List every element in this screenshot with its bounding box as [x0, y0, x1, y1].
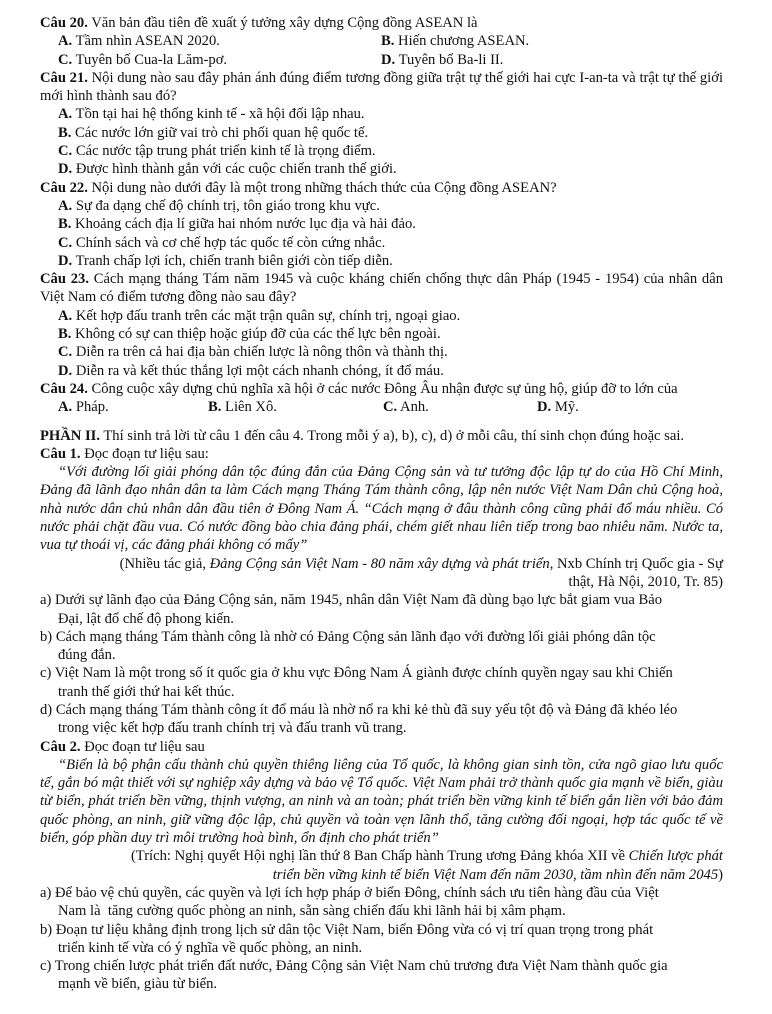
statement-c: c) Trong chiến lược phát triển đất nước, Đảng Cộng sản Việt Nam chủ trương đưa Việt Nam thành quốc gia mạnh về biển, giàu từ biển. — [40, 958, 668, 993]
question-text: Đọc đoạn tư liệu sau: — [80, 445, 209, 462]
statement-a: a) Dưới sự lãnh đạo của Đảng Cộng sản, năm 1945, nhân dân Việt Nam đã dùng bạo lực bắt giam vua Bảo Đại, lật đổ chế độ phong kiến. — [40, 592, 663, 627]
option-b: B. Liên Xô. — [208, 399, 277, 416]
question-23 — [40, 270, 723, 380]
option-c: C. Diễn ra trên cả hai địa bàn chiến lược là nông thôn và thành thị. — [58, 344, 448, 361]
question-label: Câu 2. — [40, 738, 81, 755]
question-label: Câu 22. — [40, 179, 88, 196]
option-c: C. Chính sách và cơ chế hợp tác quốc tế còn cứng nhắc. — [58, 234, 386, 251]
question-text: Nội dung nào dưới đây là một trong những thách thức của Cộng đồng ASEAN? — [87, 179, 557, 196]
statement-d: d) Cách mạng tháng Tám thành công ít đổ máu là nhờ nổ ra khi kẻ thù đã suy yếu tột độ và Đảng đã khéo léo trong việc kết hợp đấu tranh chính trị và đấu tranh vũ trang. — [40, 701, 678, 737]
option-c: C. Anh. — [383, 399, 429, 416]
source-citation-cont: thật, Hà Nội, 2010, Tr. 85) — [568, 573, 723, 590]
part2-question-1 — [40, 445, 723, 738]
question-label: Câu 20. — [40, 15, 88, 31]
option-d: D. Tuyên bố Ba-li II. — [381, 51, 504, 68]
question-label: Câu 21. — [40, 69, 88, 86]
option-b: B. Các nước lớn giữ vai trò chi phối quan hệ quốc tế. — [58, 124, 369, 141]
option-d: D. Diễn ra và kết thúc thắng lợi một cách nhanh chóng, ít đổ máu. — [58, 362, 444, 379]
source-citation: (Nhiều tác giả, Đảng Cộng sản Việt Nam - 80 năm xây dựng và phát triển, Nxb Chính trị Quốc gia - Sự — [119, 555, 723, 572]
question-label: Câu 23. — [40, 271, 89, 288]
option-b: B. Hiến chương ASEAN. — [381, 33, 530, 50]
option-b: B. Không có sự can thiệp hoặc giúp đỡ của các thế lực bên ngoài. — [58, 326, 441, 343]
statement-c: c) Việt Nam là một trong số ít quốc gia ở khu vực Đông Nam Á giành được chính quyền ngay sau khi Chiến tranh thế giới thứ hai kết thúc. — [40, 665, 673, 700]
statement-b: b) Đoạn tư liệu khẳng định trong lịch sử dân tộc Việt Nam, biển Đông vừa có vị trí quan trọng trong phát triển kinh tế vừa có ý nghĩa về quốc phòng, an ninh. — [40, 921, 654, 956]
source-citation: (Trích: Nghị quyết Hội nghị lần thứ 8 Ban Chấp hành Trung ương Đảng khóa XII về Chiến lược phát — [130, 848, 723, 865]
question-24 — [40, 380, 723, 417]
source-quote: “Biển là bộ phận cấu thành chủ quyền thiêng liêng của Tổ quốc, là không gian sinh tồn, cửa ngõ giao lưu quốc tế, gắn bó mật thiết với sự nghiệp xây dựng và bảo vệ Tổ quốc. Việt Nam phải trở thành quốc gia mạnh về biển, giàu từ biển, phát triển bền vững, thịnh vượng, an ninh và an toàn; phát triển bền vững kinh tế biển gắn liền với bảo đảm quốc phòng, an ninh, giữ vững độc lập, chủ quyền và toàn vẹn lãnh thổ, tăng cường đối ngoại, hợp tác quốc tế về biển, góp phần duy trì môi trường hoà bình, ổn định cho phát triển” — [40, 756, 723, 847]
question-text: Cách mạng tháng Tám năm 1945 và cuộc kháng chiến chống thực dân Pháp (1945 - 1954) của nhân dân Việt Nam có điểm tương đồng nào sau đây? — [40, 271, 724, 306]
option-c: C. Tuyên bố Cua-la Lăm-pơ. — [58, 51, 228, 68]
question-21 — [40, 69, 723, 179]
option-a: A. Sự đa dạng chế độ chính trị, tôn giáo trong khu vực. — [58, 197, 380, 214]
source-quote: “Với đường lối giải phóng dân tộc đúng đắn của Đảng Cộng sản và tư tưởng độc lập tự do của Hồ Chí Minh, Đảng đã lãnh đạo nhân dân ta làm Cách mạng Tháng Tám thành công, lập nên nước Việt Nam Dân chủ Cộng hoà, nhà nước dân chủ nhân dân đầu tiên ở Đông Nam Á. “Cách mạng ở đâu thành công cũng phải đổ máu nhiều. Có nước phải chặt đầu vua. Có nước đồng bào chia đảng phái, chém giết nhau liên tiếp trong bao nhiêu năm. Nước ta, vua tự thoái vị, các đảng phái không có mấy” — [40, 464, 723, 554]
option-c: C. Các nước tập trung phát triển kinh tế là trọng điểm. — [58, 143, 376, 160]
option-a: A. Tầm nhìn ASEAN 2020. — [58, 33, 220, 50]
option-b: B. Khoảng cách địa lí giữa hai nhóm nước lục địa và hải đảo. — [58, 216, 416, 233]
option-d: D. Được hình thành gắn với các cuộc chiến tranh thế giới. — [58, 161, 397, 178]
option-a: A. Kết hợp đấu tranh trên các mặt trận quân sự, chính trị, ngoại giao. — [58, 307, 461, 324]
question-text: Văn bản đầu tiên đề xuất ý tưởng xây dựng Cộng đồng ASEAN là — [87, 15, 478, 31]
option-d: D. Tranh chấp lợi ích, chiến tranh biên giới còn tiếp diễn. — [58, 252, 393, 269]
question-label: Câu 24. — [40, 380, 88, 397]
question-label: Câu 1. — [40, 445, 81, 462]
source-citation-cont: triển bền vững kinh tế biển Việt Nam đến năm 2030, tầm nhìn đến năm 2045) — [272, 866, 723, 883]
option-d: D. Mỹ. — [537, 399, 579, 416]
option-a: A. Pháp. — [58, 399, 109, 416]
exam-page — [40, 14, 723, 994]
part-2-heading: PHẦN II. Thí sinh trả lời từ câu 1 đến câu 4. Trong mỗi ý a), b), c), d) ở mỗi câu, thí sinh chọn đúng hoặc sai. — [40, 427, 685, 444]
question-22 — [40, 179, 723, 270]
statement-a: a) Để bảo vệ chủ quyền, các quyền và lợi ích hợp pháp ở biển Đông, chính sách ưu tiên hàng đầu của Việt Nam là tăng cường quốc phòng an ninh, sẵn sàng chiến đấu khi lãnh hải bị xâm phạm. — [40, 884, 659, 920]
question-20 — [40, 14, 723, 69]
question-text: Công cuộc xây dựng chủ nghĩa xã hội ở các nước Đông Âu nhận được sự ủng hộ, giúp đỡ to lớn của — [87, 380, 678, 397]
question-text: Đọc đoạn tư liệu sau — [80, 738, 205, 755]
option-a: A. Tồn tại hai hệ thống kinh tế - xã hội đối lập nhau. — [58, 106, 365, 123]
statement-b: b) Cách mạng tháng Tám thành công là nhờ có Đảng Cộng sản lãnh đạo với đường lối giải phóng dân tộc đúng đắn. — [40, 628, 656, 664]
question-text: Nội dung nào sau đây phản ánh đúng điểm tương đồng giữa trật tự thế giới hai cực I-an-ta và trật tự thế giới mới hình thành sau đó? — [40, 69, 724, 105]
part2-question-2 — [40, 738, 723, 994]
